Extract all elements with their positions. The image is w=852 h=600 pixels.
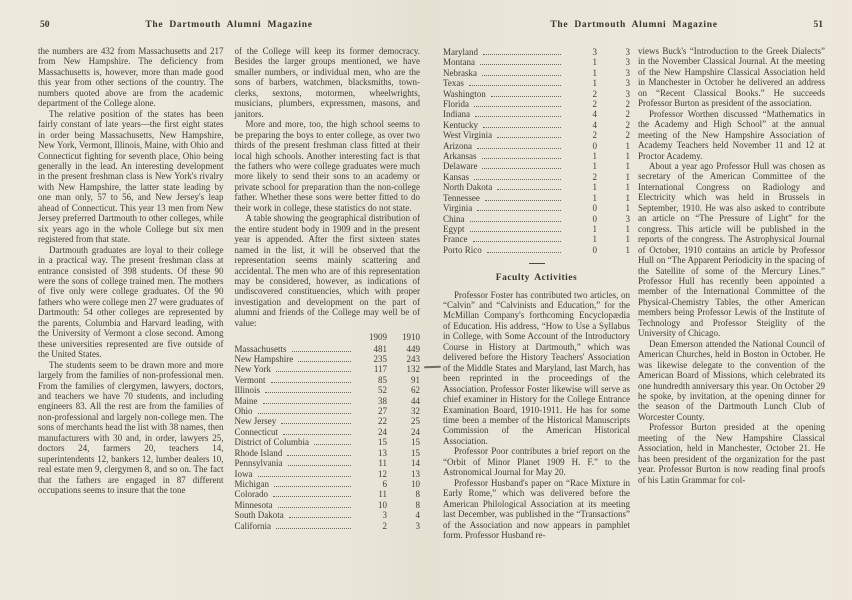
page-header <box>38 20 420 33</box>
state-name: Nebraska <box>443 67 477 78</box>
state-name: Arkansas <box>443 151 477 162</box>
text-columns <box>443 46 825 540</box>
paragraph: Dartmouth graduates are loyal to their college in a practical way. The present freshman class at entrance consisted of 398 students. Of these 90 were the sons of college trained men. The mothers of five only were college graduates. Of the 90 fathers who were college men 27 were graduates of Dartmouth: 54 other colleges are represented by the parents, Columbia and Harvard leading, with the University of Vermont a close second. Among these universities represented are five outside of the United States. <box>38 244 224 360</box>
dot-leader <box>273 496 351 497</box>
dot-leader <box>474 106 561 107</box>
dot-leader <box>283 434 351 435</box>
state-name: California <box>234 520 271 531</box>
paragraph-group <box>235 46 421 328</box>
table-row <box>443 68 630 78</box>
dot-leader <box>487 252 561 253</box>
value-1910: 1 <box>625 161 630 172</box>
dot-leader <box>474 179 561 180</box>
value-1909: 1 <box>592 161 597 172</box>
column-right <box>235 46 421 531</box>
table-row <box>235 510 421 520</box>
state-name: Pennsylvania <box>234 458 283 469</box>
value-1910: 25 <box>411 416 420 427</box>
state-name: Ohio <box>234 406 253 417</box>
column-left <box>38 46 224 531</box>
value-1910: 4 <box>415 510 420 521</box>
value-1909: 0 <box>592 140 597 151</box>
page-number: 51 <box>813 20 823 30</box>
dot-leader <box>276 528 351 529</box>
dot-leader <box>258 413 352 414</box>
dot-leader <box>314 444 351 445</box>
state-name: Connecticut <box>234 426 278 437</box>
dot-leader <box>278 507 352 508</box>
value-1909: 15 <box>378 437 387 448</box>
value-1909: 27 <box>378 406 387 417</box>
value-1909: 2 <box>592 88 597 99</box>
value-1910: 2 <box>625 119 630 130</box>
value-1909: 4 <box>592 109 597 120</box>
paragraph-group <box>443 290 630 541</box>
dot-leader <box>497 189 561 190</box>
value-1909: 2 <box>592 171 597 182</box>
paragraph: Dean Emerson attended the National Council of American Churches, held in Boston in October. He was likewise delegate to the convention of the American Board of Missions, which celebrated its one hundredth anniversary this year. On October 29 he spoke, by invitation, at the opening dinner for the season of the Dartmouth Lunch Club of Worcester County. <box>638 338 825 422</box>
table-body <box>235 344 421 531</box>
value-1910: 1 <box>625 192 630 203</box>
col-header-1909: 1909 <box>369 332 387 343</box>
paragraph-group <box>38 46 224 495</box>
state-name: Egypt <box>443 223 465 234</box>
state-name: Florida <box>443 99 469 110</box>
state-name: New Hampshire <box>234 354 294 365</box>
dot-leader <box>276 371 351 372</box>
value-1910: 2 <box>625 109 630 120</box>
value-1909: 235 <box>373 354 387 365</box>
paragraph: More and more, too, the high school seems to be preparing the boys to enter college, as over two thirds of the present freshman class fitted at their local high schools. Another interesting fact is that the fathers who were college graduates were much more likely to send their sons to an academy or private school for preparation than the non-college father. Whether these sons were better fitted to do their work in college, these statistics do not state. <box>234 119 420 213</box>
dot-leader <box>485 200 561 201</box>
paragraph: views Buck's “Introduction to the Greek Dialects” in the November Classical Journal. At the meeting of the New Hampshire Classical Association held in Manchester in October he delivered an address on “Recent Classical Books.” He succeeds Professor Burton as president of the association. <box>638 46 825 109</box>
dot-leader <box>258 476 352 477</box>
value-1909: 1 <box>592 151 597 162</box>
dot-leader <box>292 351 352 352</box>
value-1909: 52 <box>378 385 387 396</box>
state-name: Minnesota <box>234 499 273 510</box>
state-name: Indiana <box>443 109 470 120</box>
state-name: Washington <box>443 88 486 99</box>
dot-leader <box>483 54 561 55</box>
table-row <box>443 193 630 203</box>
paragraph: A table showing the geographical distribution of the entire student body in 1909 and in the present year is appended. After the first sixteen states named in the list, it will be observed that the representation seems mainly scattering and accidental. The men who are of this representation may be considered, however, as indications of undiscovered constituencies, which with proper investigation and development on the part of alumni and friends of the College may well be of value: <box>234 213 420 328</box>
state-name: Illinois <box>234 385 261 396</box>
value-1909: 2 <box>592 130 597 141</box>
state-name: South Dakota <box>234 510 284 521</box>
value-1910: 243 <box>406 354 420 365</box>
table-row <box>443 120 630 130</box>
dot-leader <box>298 361 351 362</box>
value-1909: 0 <box>592 244 597 255</box>
state-name: Rhode Island <box>234 447 283 458</box>
state-name: New Jersey <box>234 416 277 427</box>
value-1909: 24 <box>378 426 387 437</box>
dot-leader <box>289 517 351 518</box>
paragraph: Professor Burton presided at the opening meeting of the New Hampshire Classical Association, held in Manchester, October 21. He has been president of the organization for the past year. Professor Burton is now reading final proofs of his Latin Grammar for col- <box>638 422 825 485</box>
value-1909: 13 <box>378 447 387 458</box>
value-1909: 11 <box>378 489 387 500</box>
value-1909: 6 <box>382 478 387 489</box>
dot-leader <box>470 231 562 232</box>
table-row <box>443 234 630 244</box>
value-1910: 1 <box>625 151 630 162</box>
value-1910: 8 <box>415 489 420 500</box>
table-row <box>443 161 630 171</box>
table-row <box>235 354 421 364</box>
value-1910: 15 <box>411 447 420 458</box>
value-1909: 2 <box>592 99 597 110</box>
page-51 <box>426 0 852 600</box>
dot-leader <box>480 64 561 65</box>
state-name: Kentucky <box>443 119 478 130</box>
value-1909: 1 <box>592 67 597 78</box>
paragraph-group <box>638 46 825 485</box>
value-1910: 3 <box>625 213 630 224</box>
value-1909: 1 <box>592 57 597 68</box>
column-right <box>638 46 825 540</box>
dot-leader <box>475 116 561 117</box>
state-name: Colorado <box>234 489 268 500</box>
table-row <box>443 109 630 119</box>
state-name: Arizona <box>443 140 472 151</box>
table-body <box>443 47 630 255</box>
value-1910: 1 <box>625 140 630 151</box>
table-row <box>443 151 630 161</box>
value-1909: 38 <box>378 395 387 406</box>
paragraph: The students seem to be drawn more and more largely from the families of non-professional men. From the families of clergymen, lawyers, doctors, and teachers we have 70 students, and including engineers 83. All the rest are from the families of non-professional and largely non-college men. The sons of merchants head the list with 38 names, then manufacturers with 30 and, in order, lawyers 25, doctors 24, farmers 20, teachers 14, superintendents 12, bankers 12, lumber dealers 10, real estate men 9, clergymen 8, and so on. The fact that the fathers are engaged in 87 different occupations seems to insure that the tone <box>38 359 224 496</box>
state-name: North Dakota <box>443 182 493 193</box>
value-1909: 11 <box>378 458 387 469</box>
value-1909: 22 <box>378 416 387 427</box>
table-row <box>235 437 421 447</box>
table-row <box>443 245 630 255</box>
dot-leader <box>274 486 351 487</box>
state-name: Vermont <box>234 374 266 385</box>
column-left <box>443 46 630 540</box>
table-row <box>443 141 630 151</box>
dot-leader <box>288 465 352 466</box>
table-row <box>443 89 630 99</box>
value-1910: 2 <box>625 99 630 110</box>
value-1910: 1 <box>625 171 630 182</box>
value-1910: 3 <box>415 520 420 531</box>
value-1909: 481 <box>373 343 387 354</box>
dot-leader <box>491 96 561 97</box>
state-name: New York <box>234 364 272 375</box>
state-name: France <box>443 234 468 245</box>
value-1910: 3 <box>625 78 630 89</box>
dot-leader <box>482 75 561 76</box>
table-row <box>235 385 421 395</box>
dot-leader <box>497 137 561 138</box>
value-1910: 10 <box>411 478 420 489</box>
table-row <box>235 500 421 510</box>
table-row <box>235 364 421 374</box>
table-row <box>235 489 421 499</box>
value-1910: 13 <box>411 468 420 479</box>
text-columns <box>38 46 420 531</box>
table-row <box>443 214 630 224</box>
value-1910: 3 <box>625 57 630 68</box>
value-1910: 1 <box>625 234 630 245</box>
value-1910: 1 <box>625 182 630 193</box>
value-1910: 449 <box>406 343 420 354</box>
value-1909: 0 <box>592 213 597 224</box>
value-1910: 1 <box>625 223 630 234</box>
value-1910: 132 <box>406 364 420 375</box>
dot-leader <box>483 127 561 128</box>
value-1909: 1 <box>592 78 597 89</box>
table-row <box>235 396 421 406</box>
paragraph: Professor Worthen discussed “Mathematics in the Academy and High School” at the annual meeting of the New Hampshire Association of Academy Teachers held November 11 and 12 at Proctor Academy. <box>638 108 825 161</box>
dot-leader <box>271 382 352 383</box>
state-name: West Virginia <box>443 130 493 141</box>
state-name: Massachusetts <box>234 343 287 354</box>
col-header-1910: 1910 <box>402 332 420 343</box>
value-1909: 0 <box>592 203 597 214</box>
value-1909: 10 <box>378 499 387 510</box>
value-1910: 3 <box>625 88 630 99</box>
magazine-title: The Dartmouth Alumni Magazine <box>550 20 718 30</box>
state-name: Michigan <box>234 478 269 489</box>
dot-leader <box>473 241 562 242</box>
table-row <box>235 416 421 426</box>
paragraph: The relative position of the states has been fairly constant of late years—the first eight states in order being Massachusetts, New Hampshire, New York, Vermont, Illinois, Maine, with Ohio and Connecticut fighting for seventh place, Ohio being generally in the lead. An interesting development in the present freshman class is New York's rivalry with New Hampshire, the latter state leading by one man only, 57 to 56, and New Jersey's leap ahead of Connecticut. This year 13 men from New Jersey preferred Dartmouth to other colleges, while six years ago in the whole College but six men registered from that state. <box>38 108 224 245</box>
dot-leader <box>281 423 351 424</box>
value-1910: 44 <box>411 395 420 406</box>
section-heading: Faculty Activities <box>495 273 578 284</box>
table-row <box>443 172 630 182</box>
dot-leader <box>287 455 351 456</box>
state-name: District of Columbia <box>234 437 309 448</box>
value-1909: 1 <box>592 234 597 245</box>
page-number: 50 <box>40 20 50 30</box>
table-row <box>443 130 630 140</box>
state-name: Tennessee <box>443 192 480 203</box>
dot-leader <box>265 392 351 393</box>
table-row <box>235 375 421 385</box>
dot-leader <box>482 158 562 159</box>
dot-leader <box>482 168 561 169</box>
value-1910: 24 <box>411 426 420 437</box>
state-name: Texas <box>443 78 464 89</box>
table-row <box>235 521 421 531</box>
table-row <box>443 47 630 57</box>
value-1910: 2 <box>625 130 630 141</box>
paragraph: Professor Husband's paper on “Race Mixture in Early Rome,” which was delivered before the American Philological Association at its meeting last December, was published in the “Transactions” of the Association and now appears in pamphlet form. Professor Husband re- <box>443 477 630 540</box>
table-row <box>443 224 630 234</box>
value-1909: 1 <box>592 182 597 193</box>
dot-leader <box>477 210 561 211</box>
table-row <box>443 78 630 88</box>
table-row <box>235 427 421 437</box>
paragraph: the numbers are 432 from Massachusetts and 217 from New Hampshire. The deficiency from Massachusetts is, however, more than made good this year from other sections of the country. The numbers quoted above are from the academic department of the College alone. <box>38 46 224 109</box>
state-name: Porto Rico <box>443 244 482 255</box>
paragraph: Professor Poor contributes a brief report on the “Orbit of Minor Planet 1909 H. F.” to the Astronomical Journal for May 20. <box>443 446 630 478</box>
value-1910: 8 <box>415 499 420 510</box>
value-1909: 85 <box>378 374 387 385</box>
state-enrollment-table <box>235 332 421 531</box>
table-header-row <box>235 332 421 342</box>
table-row <box>443 99 630 109</box>
paragraph: About a year ago Professor Hull was chosen as secretary of the American Committee of the International Congress on Radiology and Electricity which was held in Brussels in September, 1910. He was also asked to contribute an article on “The Pressure of Light” for the congress. This article will be published in the reports of the congress. The Astrophysical Journal of October, 1910 contains an article by Professor Hull on “The Apparent Periodicity in the spacing of the Satellite of some of the Mercury Lines.” Professor Hull has recently been appointed a member of the International Committee of the Physical-Chemistry Tables, the other American members being Professor Lewis of the Institute of Technology and Professor Steiglity of the University of Chicago. <box>638 160 825 339</box>
value-1910: 14 <box>411 458 420 469</box>
state-name: Montana <box>443 57 475 68</box>
dot-leader <box>263 403 352 404</box>
value-1909: 1 <box>592 223 597 234</box>
value-1909: 3 <box>592 47 597 57</box>
state-name: Maine <box>234 395 258 406</box>
value-1909: 4 <box>592 119 597 130</box>
value-1910: 62 <box>411 385 420 396</box>
table-row <box>443 57 630 67</box>
table-row <box>235 458 421 468</box>
value-1910: 32 <box>411 406 420 417</box>
magazine-title: The Dartmouth Alumni Magazine <box>145 20 313 30</box>
state-name: Kansas <box>443 171 469 182</box>
state-name: Maryland <box>443 47 478 57</box>
table-row <box>443 182 630 192</box>
value-1909: 3 <box>382 510 387 521</box>
value-1909: 1 <box>592 192 597 203</box>
table-row <box>235 469 421 479</box>
section-divider-rule <box>529 263 545 264</box>
state-enrollment-table-continued <box>443 47 630 255</box>
table-row <box>235 479 421 489</box>
state-name: Delaware <box>443 161 478 172</box>
table-row <box>235 448 421 458</box>
paragraph: of the College will keep its former democracy. Besides the larger groups mentioned, we have smaller numbers, or individual men, who are the sons of barbers, watchmen, blacksmiths, town-clerks, sextons, motormen, wheelwrights, musicians, plumbers, expressmen, masons, and janitors. <box>234 46 420 119</box>
value-1910: 3 <box>625 67 630 78</box>
paragraph: Professor Foster has contributed two articles, on “Calvin” and “Calvinists and Education,” for the McMillan Company's forthcoming Encyclopædia of Education. His address, “How to Use a Syllabus in College, with Some Account of the Introductory Course in History at Dartmouth,” which was delivered before the History Teachers' Association of the Middle States and Maryland, last March, has been reprinted in the proceedings of the Association. Professor Foster likewise will serve as chief examiner in History for the College Entrance Examination Board, 1910-1911. He has for some time been a member of the Historical Manuscripts Commission of the American Historical Association. <box>443 289 630 446</box>
value-1910: 15 <box>411 437 420 448</box>
value-1910: 1 <box>625 203 630 214</box>
dot-leader <box>470 221 562 222</box>
state-name: Iowa <box>234 468 253 479</box>
table-row <box>235 406 421 416</box>
state-name: China <box>443 213 465 224</box>
dot-leader <box>477 148 561 149</box>
state-name: Virginia <box>443 203 473 214</box>
value-1910: 1 <box>625 244 630 255</box>
value-1910: 91 <box>411 374 420 385</box>
value-1909: 117 <box>373 364 387 375</box>
dot-leader <box>469 85 561 86</box>
value-1909: 12 <box>378 468 387 479</box>
value-1909: 2 <box>382 520 387 531</box>
page-header <box>443 20 825 33</box>
table-row <box>443 203 630 213</box>
table-row <box>235 344 421 354</box>
value-1910: 3 <box>625 47 630 57</box>
